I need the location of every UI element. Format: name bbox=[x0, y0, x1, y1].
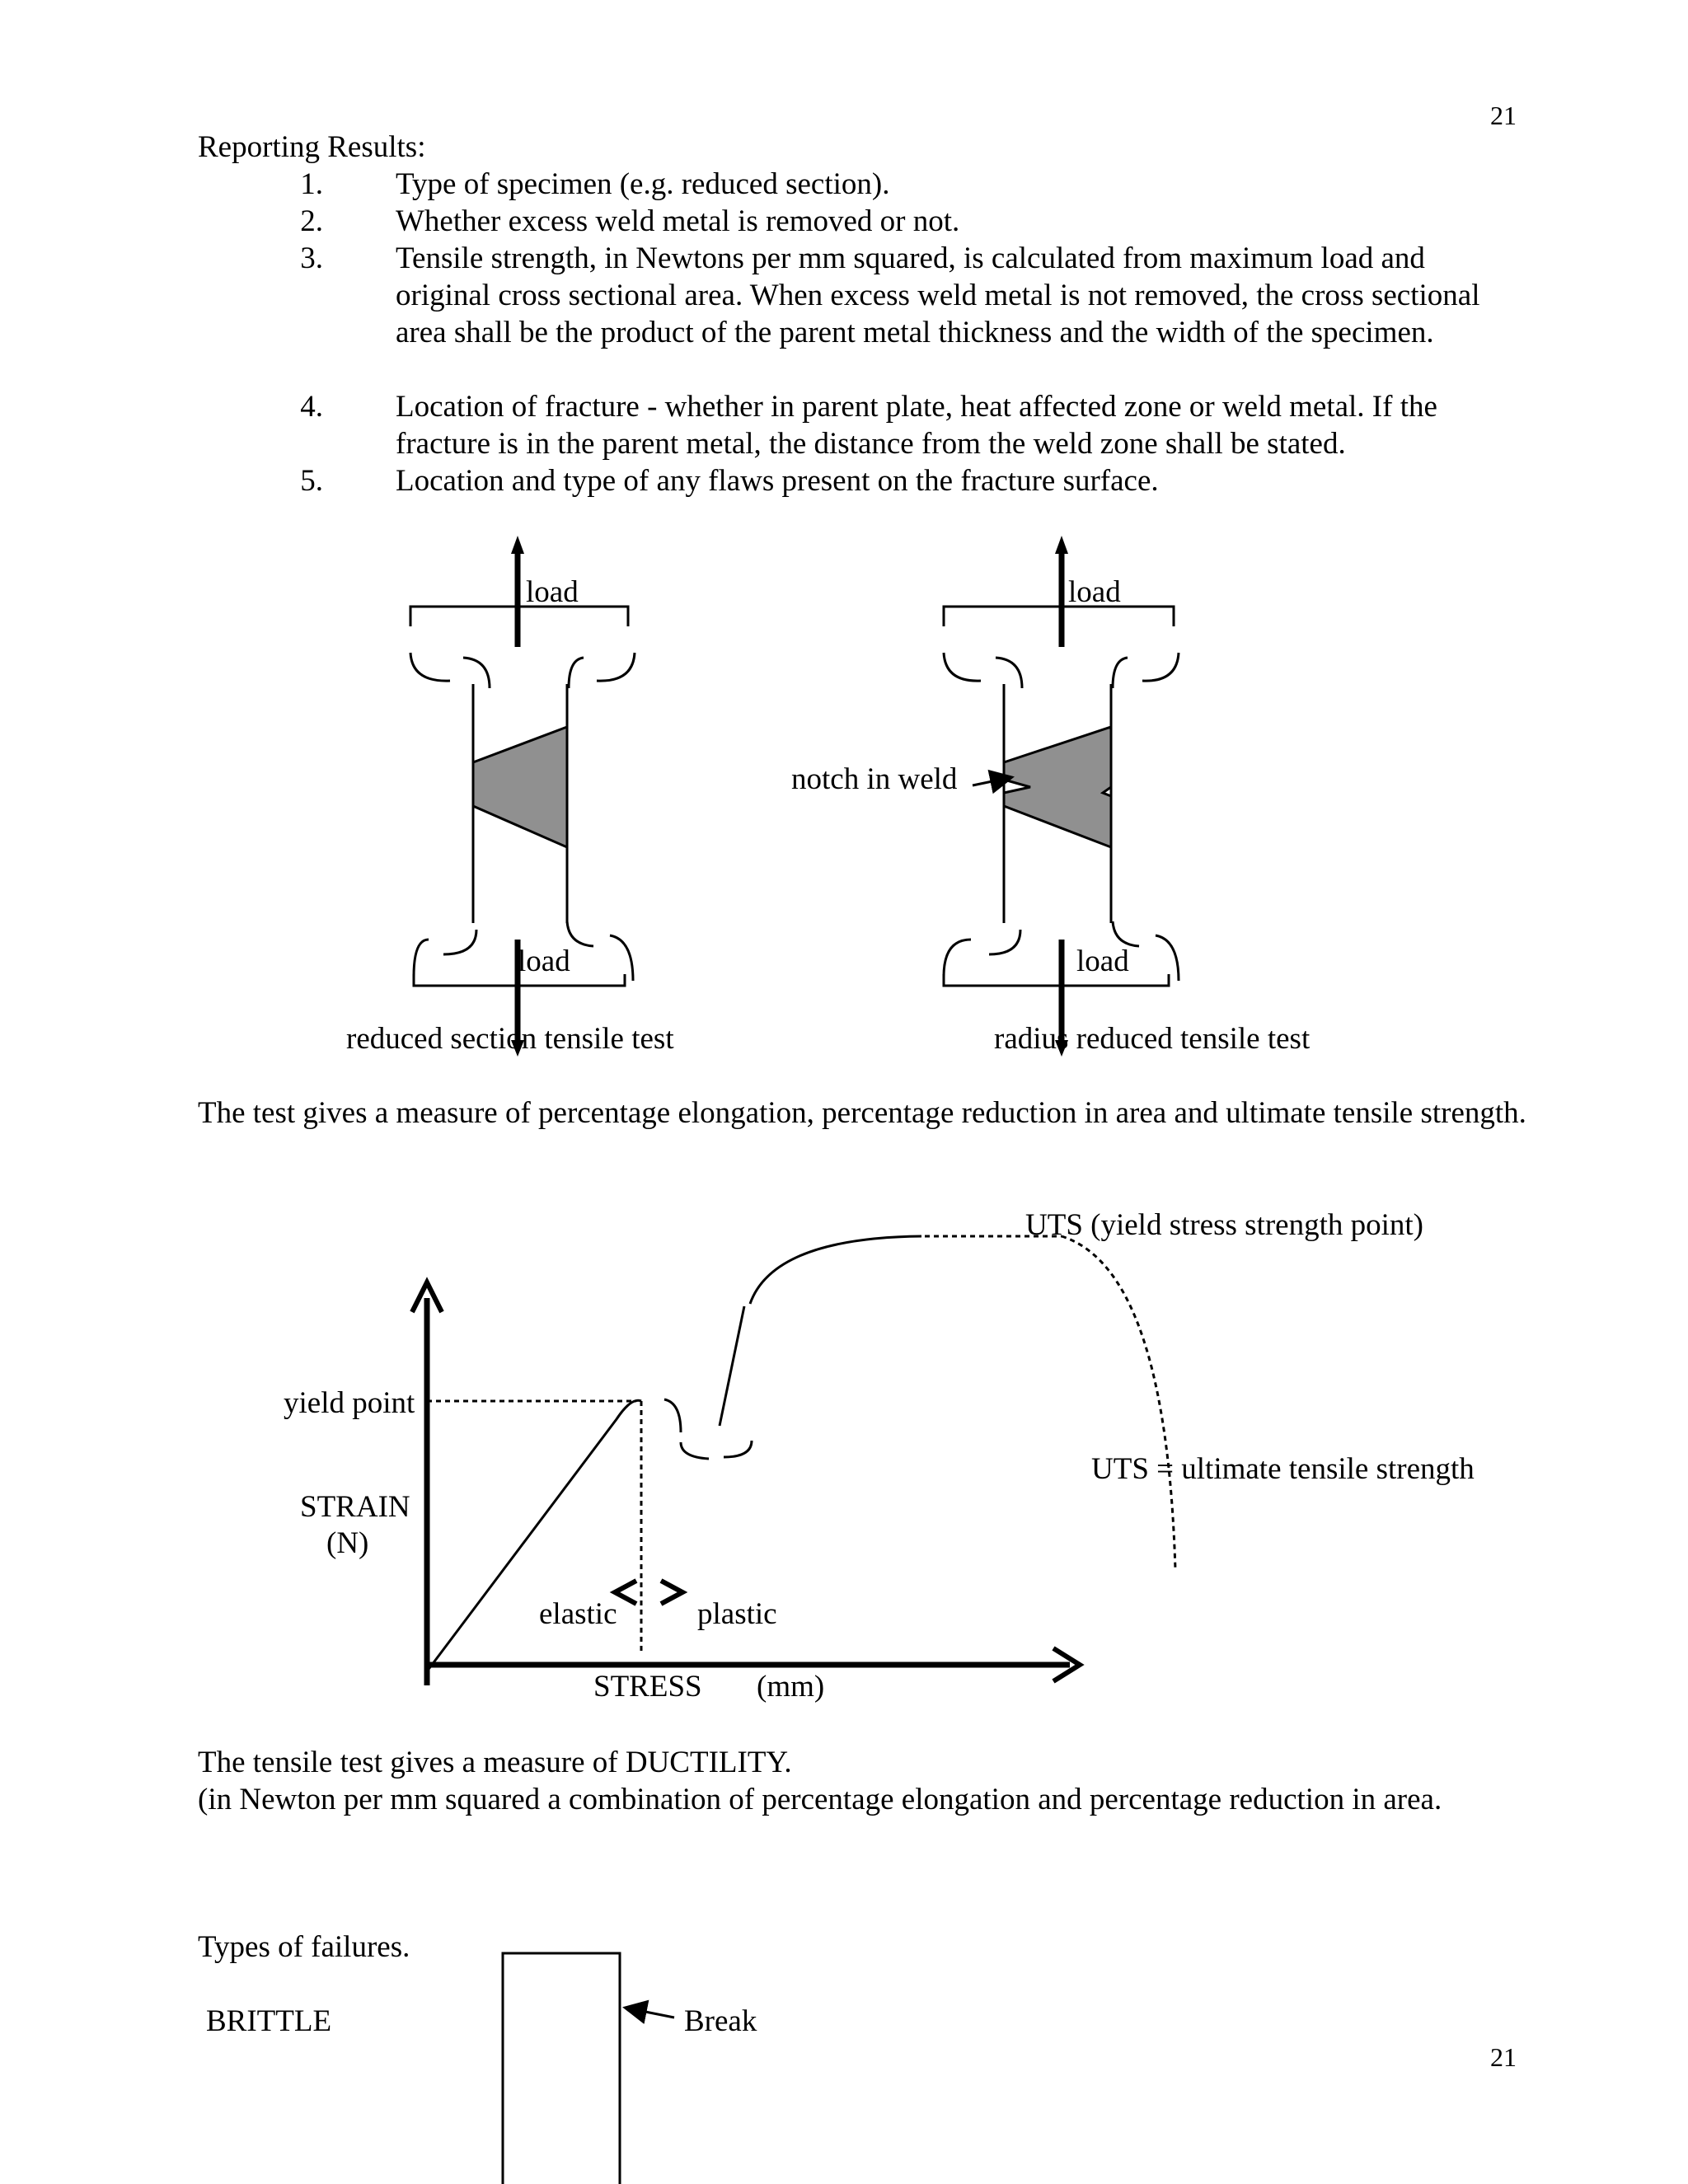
list-item-text: Tensile strength, in Newtons per mm squared, is calculated from maximum load and original cross sectional area. When excess weld metal is not removed, the cross sectional area shall be the product of the parent metal thickness and the width of the specimen. bbox=[396, 241, 1480, 349]
uts-label: UTS (yield stress strength point) bbox=[1025, 1208, 1424, 1242]
brittle-specimen bbox=[503, 1953, 674, 2184]
list-item-text: Location of fracture - whether in parent plate, heat affected zone or weld metal. If the fracture is in the parent metal, the distance from the weld zone shall be stated. bbox=[396, 390, 1437, 461]
list-item-text: Whether excess weld metal is removed or not. bbox=[396, 204, 960, 238]
list-item-number: 4. bbox=[300, 390, 323, 424]
notched-weld-zone bbox=[1004, 727, 1111, 847]
left-caption: reduced section tensile test bbox=[346, 1022, 674, 1056]
x-axis-unit: (mm) bbox=[757, 1670, 825, 1704]
measure-paragraph: The test gives a measure of percentage elongation, percentage reduction in area and ultimate tensile strength. bbox=[198, 1096, 1526, 1130]
top-right-shoulder bbox=[569, 653, 635, 688]
ductility-explanation: (in Newton per mm squared a combination of percentage elongation and percentage reduction in area. bbox=[198, 1783, 1442, 1816]
brittle-bar bbox=[503, 1953, 620, 2184]
brittle-label: BRITTLE bbox=[206, 2004, 332, 2038]
uts-curve bbox=[750, 1236, 921, 1304]
y-axis-unit: (N) bbox=[326, 1526, 369, 1560]
yield-point-label: yield point bbox=[284, 1386, 415, 1420]
list-item-number: 2. bbox=[300, 204, 323, 238]
elastic-arrowhead bbox=[615, 1581, 636, 1604]
elastic-label: elastic bbox=[539, 1597, 617, 1631]
ductility-paragraph: The tensile test gives a measure of DUCTILITY. bbox=[198, 1746, 792, 1779]
top-left-shoulder bbox=[410, 653, 490, 688]
plastic-curve-segment bbox=[664, 1399, 752, 1459]
right-load-bottom-label: load bbox=[1076, 944, 1129, 978]
page-number-top: 21 bbox=[1490, 101, 1517, 130]
fracture-dotted-curve bbox=[1062, 1236, 1175, 1570]
plastic-arrowhead bbox=[661, 1581, 682, 1604]
uts-definition: UTS = ultimate tensile strength bbox=[1091, 1452, 1475, 1486]
right-load-top-label: load bbox=[1068, 575, 1121, 609]
top-left-shoulder bbox=[944, 653, 1022, 688]
bottom-left-shoulder bbox=[414, 930, 476, 977]
plastic-label: plastic bbox=[697, 1597, 777, 1631]
bottom-right-shoulder bbox=[567, 921, 633, 981]
top-right-shoulder bbox=[1113, 653, 1179, 688]
left-load-top-label: load bbox=[526, 575, 579, 609]
stress-strain-graph bbox=[412, 1236, 1175, 1685]
x-axis-label: STRESS bbox=[593, 1670, 702, 1704]
list-item-number: 1. bbox=[300, 167, 323, 201]
page-number-bottom: 21 bbox=[1490, 2042, 1517, 2072]
list-item-text: Type of specimen (e.g. reduced section). bbox=[396, 167, 890, 201]
list-item-text: Location and type of any flaws present on the fracture surface. bbox=[396, 464, 1159, 498]
reporting-heading: Reporting Results: bbox=[198, 130, 426, 164]
load-arrow-top-head bbox=[1055, 536, 1068, 554]
radius-reduced-specimen bbox=[944, 536, 1179, 1057]
failures-heading: Types of failures. bbox=[198, 1930, 410, 1964]
load-arrow-top-head bbox=[511, 536, 524, 554]
break-arrow bbox=[625, 2008, 674, 2018]
y-axis-label: STRAIN bbox=[300, 1490, 410, 1524]
notch-label: notch in weld bbox=[791, 762, 958, 796]
list-item-number: 5. bbox=[300, 464, 323, 498]
left-load-bottom-label: load bbox=[518, 944, 570, 978]
plastic-rise-line bbox=[720, 1306, 744, 1426]
bottom-grip bbox=[944, 974, 1169, 986]
break-label: Break bbox=[684, 2004, 757, 2038]
bottom-left-shoulder bbox=[944, 930, 1020, 977]
right-caption: radius reduced tensile test bbox=[994, 1022, 1311, 1056]
list-item-number: 3. bbox=[300, 241, 323, 275]
weld-zone bbox=[473, 727, 567, 847]
